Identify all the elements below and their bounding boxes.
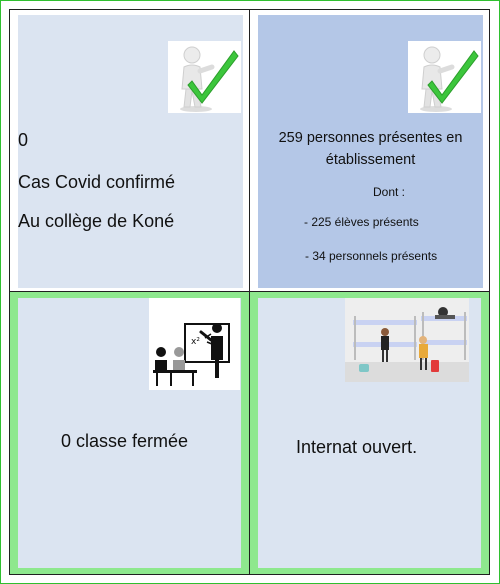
classes-card (18, 298, 241, 568)
presence-card (258, 15, 483, 288)
covid-case-label: Cas Covid confirmé (18, 172, 176, 192)
internat-card (258, 298, 481, 568)
covid-cases-card (18, 15, 243, 288)
covid-case-count: 0 (18, 130, 29, 150)
presence-total: 259 personnes présentes en (278, 130, 463, 146)
classroom-icon (149, 298, 240, 390)
internat-status-text: Internat ouvert. (296, 437, 418, 457)
presence-staff: - 34 personnels présents (305, 249, 438, 263)
checkmark-figure-icon (408, 41, 481, 113)
presence-dont-label: Dont : (373, 185, 406, 199)
presence-location: établissement (325, 152, 416, 168)
covid-school-label: Au collège de Koné (18, 211, 175, 231)
closed-classes-text: 0 classe fermée (61, 431, 189, 451)
dormitory-illustration (345, 298, 469, 382)
checkmark-figure-icon (168, 41, 241, 113)
presence-students: - 225 élèves présents (304, 215, 419, 229)
svg-text:x²: x² (191, 337, 200, 347)
